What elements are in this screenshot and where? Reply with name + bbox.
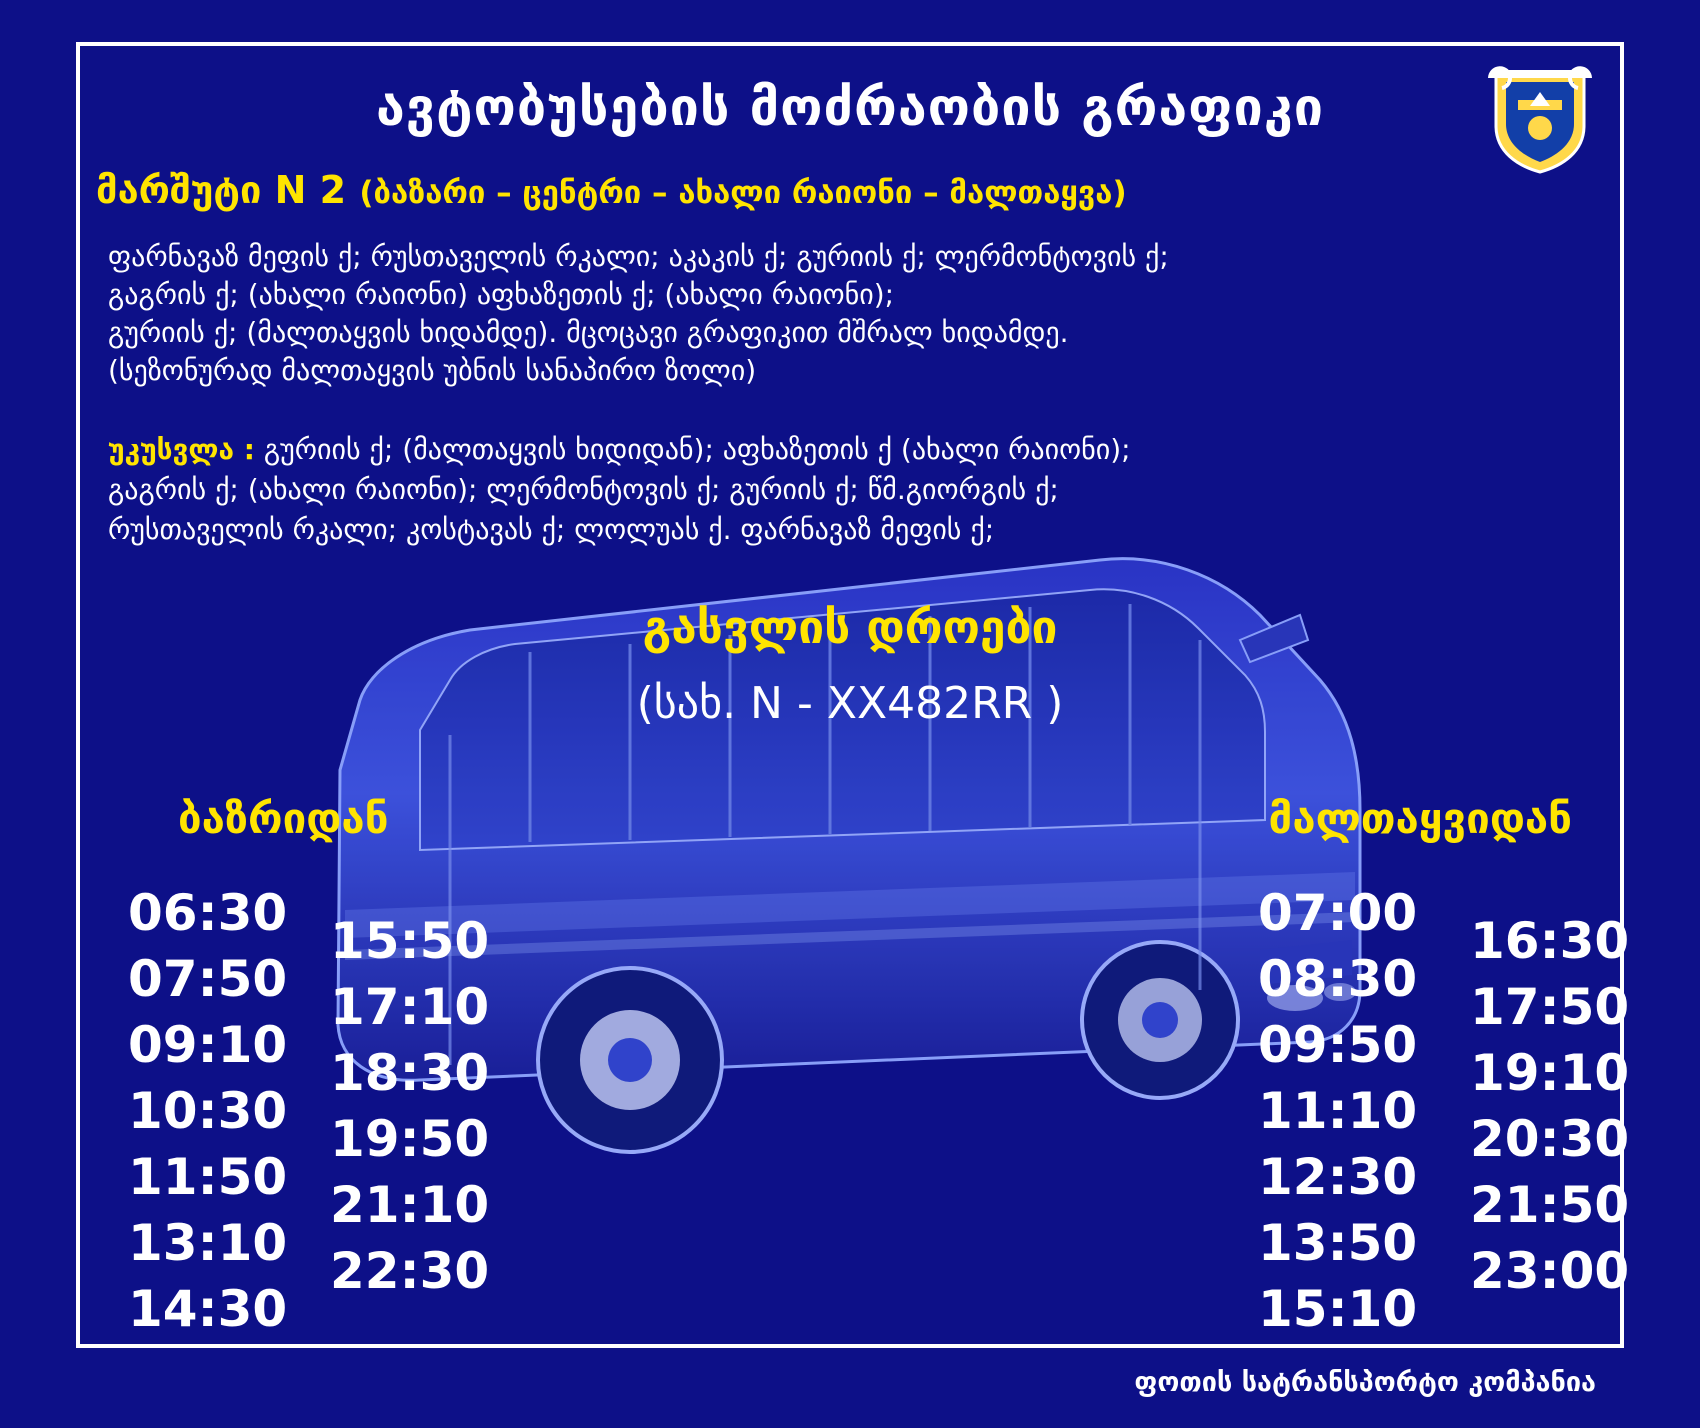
route-description-line-2: გაგრის ქ; (ახალი რაიონი) აფხაზეთის ქ; (ახალი რაიონი); (108, 278, 895, 311)
time-item: 13:50 (1258, 1214, 1418, 1272)
time-item: 07:50 (128, 950, 288, 1008)
return-route-line-3: რუსთაველის რკალი; კოსტავას ქ; ლოლუას ქ. ფარნავაზ მეფის ქ; (108, 513, 995, 546)
return-route-description (108, 430, 1578, 550)
route-description-line-1: ფარნავაზ მეფის ქ; რუსთაველის რკალი; აკაკის ქ; გურიის ქ; ლერმონტოვის ქ; (108, 240, 1169, 273)
time-item: 20:30 (1470, 1110, 1630, 1168)
time-item: 12:30 (1258, 1148, 1418, 1206)
return-route-line-2: გაგრის ქ; (ახალი რაიონი); ლერმონტოვის ქ; გურიის ქ; წმ.გიორგის ქ; (108, 473, 1059, 506)
time-item: 21:50 (1470, 1176, 1630, 1234)
route-header (96, 168, 1596, 212)
right-times-column-1 (1258, 880, 1418, 1342)
time-item: 17:50 (1470, 978, 1630, 1036)
company-name: ფოთის სატრანსპორტო კომპანია (1134, 1367, 1596, 1398)
left-times-column-1 (128, 880, 287, 1342)
time-item: 18:30 (330, 1044, 490, 1102)
departure-times-title: გასვლის დროები (642, 600, 1058, 654)
time-item: 15:10 (1258, 1280, 1418, 1338)
left-times-column-2 (330, 908, 489, 1304)
route-description-line-4: (სეზონურად მალთაყვის უბნის სანაპირო ზოლი) (108, 354, 757, 387)
route-description (108, 238, 1568, 390)
time-item: 08:30 (1258, 950, 1418, 1008)
time-item: 22:30 (330, 1242, 490, 1300)
time-item: 15:50 (330, 912, 490, 970)
time-item: 09:10 (128, 1016, 288, 1074)
time-item: 11:50 (128, 1148, 288, 1206)
route-label: მარშუტი N 2 (96, 168, 347, 212)
time-item: 17:10 (330, 978, 490, 1036)
vehicle-plate-number: (სახ. N - XX482RR ) (636, 678, 1064, 729)
time-item: 07:00 (1258, 884, 1418, 942)
return-route-line-1: გურიის ქ; (მალთაყვის ხიდიდან); აფხაზეთის ქ (ახალი რაიონი); (263, 433, 1131, 466)
route-description-line-3: გურიის ქ; (მალთაყვის ხიდამდე). მცოცავი გრაფიკით მშრალ ხიდამდე. (108, 316, 1069, 349)
time-item: 14:30 (128, 1280, 288, 1338)
city-coat-of-arms-icon (1484, 56, 1596, 176)
right-column-header: მალთაყვიდან (1268, 794, 1572, 843)
time-item: 10:30 (128, 1082, 288, 1140)
time-item: 21:10 (330, 1176, 490, 1234)
time-item: 19:10 (1470, 1044, 1630, 1102)
time-item: 09:50 (1258, 1016, 1418, 1074)
left-column-header: ბაზრიდან (178, 794, 389, 843)
time-item: 13:10 (128, 1214, 288, 1272)
time-item: 19:50 (330, 1110, 490, 1168)
time-item: 06:30 (128, 884, 288, 942)
return-route-label: უკუსვლა : (108, 433, 255, 466)
time-item: 23:00 (1470, 1242, 1630, 1300)
time-item: 16:30 (1470, 912, 1630, 970)
route-endpoints: (ბაზარი – ცენტრი – ახალი რაიონი – მალთაყვა) (359, 175, 1127, 211)
page-title: ავტობუსების მოძრაობის გრაფიკი (375, 78, 1324, 138)
time-item: 11:10 (1258, 1082, 1418, 1140)
right-times-column-2 (1470, 908, 1630, 1304)
